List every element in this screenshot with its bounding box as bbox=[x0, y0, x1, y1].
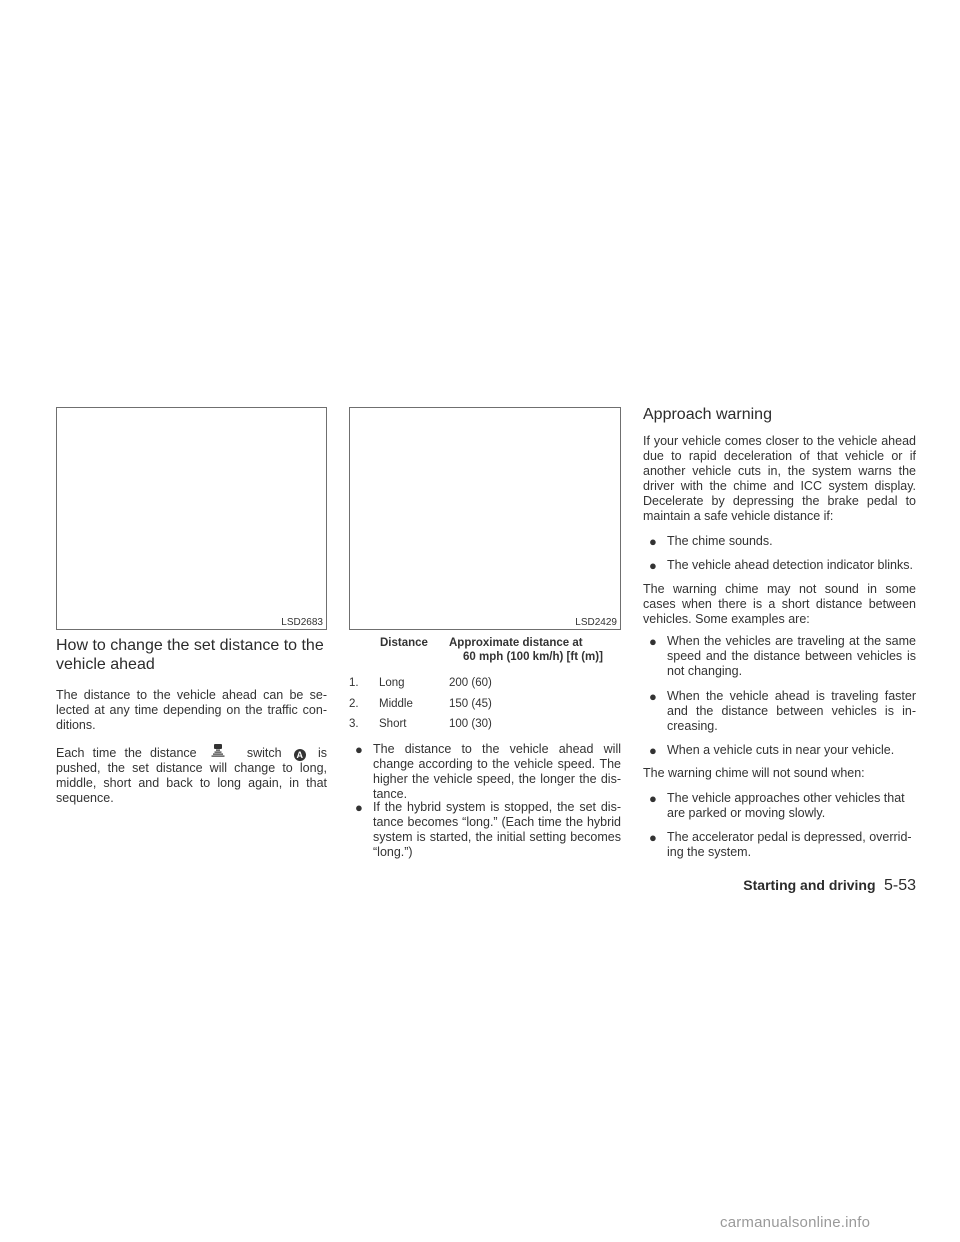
bullet-icon: ● bbox=[649, 634, 657, 649]
table-header-distance: Distance bbox=[380, 637, 428, 649]
row-number: 1. bbox=[349, 677, 359, 689]
list-item: ● The vehicle approaches other vehicles that are parked or moving slowly. bbox=[649, 791, 905, 820]
row-distance: Short bbox=[379, 718, 407, 730]
list-item: ● If the hybrid system is stopped, the set dis-tance becomes “long.” (Each time the hybrid system is started, the initial setting becomes “long.”) bbox=[355, 800, 621, 859]
watermark: carmanualsonline.info bbox=[720, 1214, 871, 1231]
marker-a-icon: A bbox=[294, 749, 306, 761]
bullet-icon: ● bbox=[649, 791, 657, 806]
list-item: ● When a vehicle cuts in near your vehicle. bbox=[649, 743, 895, 758]
row-value: 150 (45) bbox=[449, 698, 492, 710]
approach-warning-section bbox=[643, 405, 916, 524]
row-distance: Long bbox=[379, 677, 405, 689]
distance-table bbox=[349, 636, 621, 736]
list-item: ● The vehicle ahead detection indicator blinks. bbox=[649, 558, 913, 573]
row-number: 3. bbox=[349, 718, 359, 730]
bullet-icon: ● bbox=[649, 534, 657, 549]
row-value: 100 (30) bbox=[449, 718, 492, 730]
distance-switch-icon bbox=[209, 744, 227, 760]
figure-label: LSD2683 bbox=[281, 617, 323, 628]
section-heading: How to change the set distance to the vehicle ahead bbox=[56, 637, 324, 673]
bullet-icon: ● bbox=[649, 558, 657, 573]
bullet-icon: ● bbox=[355, 800, 363, 815]
list-item: ● The accelerator pedal is depressed, overrid-ing the system. bbox=[649, 830, 912, 859]
bullet-icon: ● bbox=[649, 830, 657, 845]
list-item: ● When the vehicles are traveling at the same speed and the distance between vehicles is not changing. bbox=[649, 634, 916, 678]
row-number: 2. bbox=[349, 698, 359, 710]
list-item: ● The chime sounds. bbox=[649, 534, 773, 549]
bullet-icon: ● bbox=[649, 743, 657, 758]
list-item: ● When the vehicle ahead is traveling faster and the distance between vehicles is in-creasing. bbox=[649, 689, 916, 733]
row-value: 200 (60) bbox=[449, 677, 492, 689]
paragraph: If your vehicle comes closer to the vehicle ahead due to rapid deceleration of that vehicle or if another vehicle cuts in, the system warns the driver with the chime and ICC system display. Decelerate by depressing the brake pedal to maintain a safe vehicle distance if: bbox=[643, 434, 916, 523]
page-footer bbox=[600, 877, 916, 895]
paragraph: The warning chime will not sound when: bbox=[643, 766, 865, 780]
left-section bbox=[56, 636, 327, 806]
paragraph: Each time the distance switch A is pushed, the set distance will change to long, middle, short and back to long again, in that sequence. bbox=[56, 746, 327, 805]
footer-section-title: Starting and driving bbox=[743, 877, 876, 893]
figure-lsd2683 bbox=[56, 407, 327, 630]
bullet-icon: ● bbox=[355, 742, 363, 757]
bullet-icon: ● bbox=[649, 689, 657, 704]
table-header-approx: Approximate distance at 60 mph (100 km/h) [ft (m)] bbox=[449, 637, 603, 663]
paragraph: The distance to the vehicle ahead can be se-lected at any time depending on the traffic con-ditions. bbox=[56, 688, 327, 732]
list-item: ● The distance to the vehicle ahead will change according to the vehicle speed. The higher the vehicle speed, the longer the dis-tance. bbox=[355, 742, 621, 801]
figure-lsd2429 bbox=[349, 407, 621, 630]
figure-label: LSD2429 bbox=[575, 617, 617, 628]
paragraph: The warning chime may not sound in some cases when there is a short distance between vehicles. Some examples are: bbox=[643, 582, 916, 626]
row-distance: Middle bbox=[379, 698, 413, 710]
section-heading: Approach warning bbox=[643, 406, 772, 423]
page-number: 5-53 bbox=[883, 877, 916, 894]
